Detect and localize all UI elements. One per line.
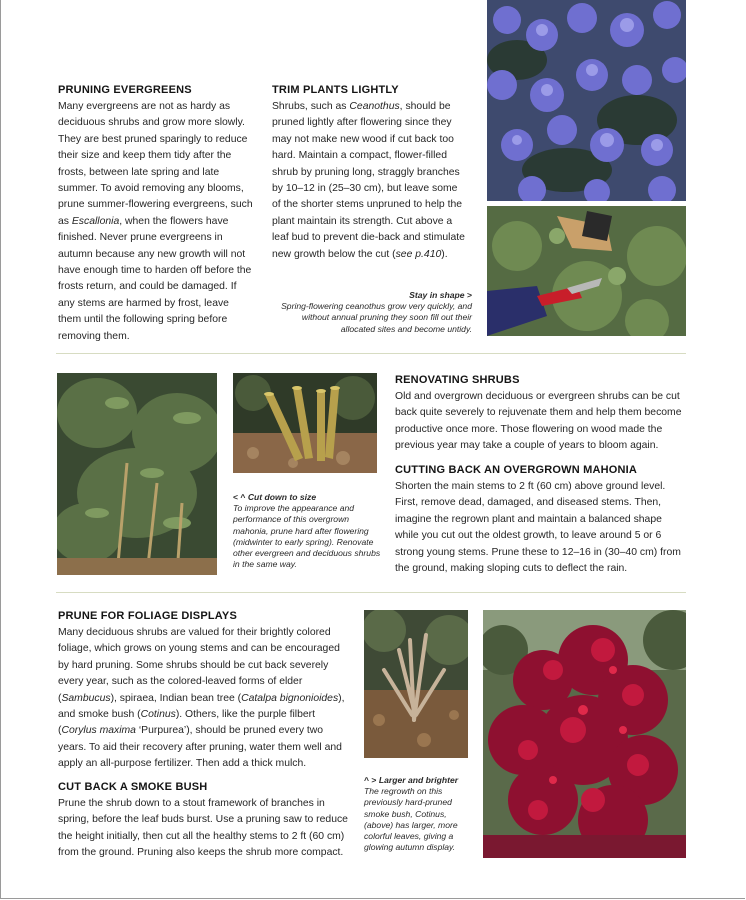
cut-down-head: Cut down to size xyxy=(247,492,317,502)
divider-rule xyxy=(56,353,686,354)
overgrown-mahonia-photo xyxy=(57,373,217,575)
pruning-evergreens-body xyxy=(58,99,254,345)
red-smoke-bush-photo xyxy=(483,610,686,858)
mahonia-stumps-photo xyxy=(233,373,377,473)
larger-brighter-head: Larger and brighter xyxy=(378,775,459,785)
text-run: Shrubs, such as xyxy=(272,101,350,112)
text-run: ). Others, like the purple filbert ( xyxy=(58,709,316,737)
text-run: ), and smoke bush ( xyxy=(58,692,345,721)
mahonia-section xyxy=(395,464,685,577)
caption-arrow: < ^ xyxy=(233,492,246,502)
foliage-section xyxy=(58,610,350,773)
stay-in-shape-head: Stay in shape xyxy=(409,290,465,300)
renovating-title: RENOVATING SHRUBS xyxy=(395,374,520,386)
pruning-evergreens-title: PRUNING EVERGREENS xyxy=(58,84,192,96)
text-run: , should be pruned lightly after flowering since they may not make new wood if cut back too hard. Maintain a compact, flower-filled shrub by pruning long, straggly branches by 10–12 in (25–30 cm), but leave some of the shorter stems unpruned to help the plant maintain its strength. Cut above a leaf bud to prevent die-back and stimulate new growth below the cut ( xyxy=(272,101,465,260)
text-run: ‘Purpurea’), should be pruned every two years. To aid their recovery after pruning, water them well and apply an all-purpose fertilizer. Then add a thick mulch. xyxy=(58,725,342,770)
text-run: Many evergreens are not as hardy as deciduous shrubs and grow more slowly. They are best pruned sparingly to reduce their size and keep them tidy after the frosts, between late spring and late summer. To avoid removing any blooms, prune summer-flowering evergreens, such as xyxy=(58,101,253,227)
smoke-bush-title: CUT BACK A SMOKE BUSH xyxy=(58,781,208,793)
stay-in-shape-text: Spring-flowering ceanothus grow very quickly, and without annual pruning they soon fill out their allocated sites and become untidy. xyxy=(281,301,472,334)
pruned-smoke-bush-photo xyxy=(364,610,468,758)
stay-in-shape-caption xyxy=(272,290,472,335)
italic-run: Catalpa bignonioides xyxy=(241,692,339,704)
smoke-bush-body: Prune the shrub down to a stout framework of branches in spring, before the leaf buds burst. Use a pruning saw to reduce the height initially, then cut all the healthy stems to 2 ft (60 cm) from the ground. Pruning also keeps the shrub more compact. xyxy=(58,798,348,859)
mahonia-title: CUTTING BACK AN OVERGROWN MAHONIA xyxy=(395,464,638,476)
italic-run: see p.410 xyxy=(395,248,442,260)
italic-run: Corylus maxima xyxy=(61,725,136,737)
italic-run: Sambucus xyxy=(61,692,111,704)
renovating-body: Old and overgrown deciduous or evergreen shrubs can be cut back quite severely to rejuvenate them and help them become productive once more. Those flowering on wood made the previous year may take a couple of years to bloom again. xyxy=(395,391,682,452)
foliage-body xyxy=(58,625,350,773)
divider-rule xyxy=(56,592,686,593)
text-run: ). xyxy=(441,248,448,260)
caption-arrow: > xyxy=(466,290,472,300)
trim-plants-body xyxy=(272,99,468,263)
foliage-title: PRUNE FOR FOLIAGE DISPLAYS xyxy=(58,610,237,622)
italic-run: Ceanothus xyxy=(349,101,400,112)
pruning-evergreens-section xyxy=(58,84,254,345)
cut-down-text: To improve the appearance and performance of this overgrown mahonia, prune hard after flowering (midwinter to early spring). Renovate other evergreen and deciduous shrubs in the same way. xyxy=(233,503,381,570)
trim-plants-title: TRIM PLANTS LIGHTLY xyxy=(272,84,399,96)
pruning-shears-photo xyxy=(487,206,686,336)
text-run: ), spiraea, Indian bean tree ( xyxy=(110,692,242,704)
text-run: Many deciduous shrubs are valued for their brightly colored foliage, which grows on young stems and can be encouraged by hard pruning. Some shrubs should be cut back severely every year, such as the colored-leaved forms of elder ( xyxy=(58,627,340,704)
cut-down-caption xyxy=(233,492,383,570)
text-run: , when the flowers have finished. Never prune evergreens in autumn because any new growth will not have enough time to harden off before the frosts return, and could be damaged. If any stems are harmed by frost, leave them until the following spring before removing them. xyxy=(58,215,252,342)
trim-plants-section xyxy=(272,84,468,263)
italic-run: Cotinus xyxy=(140,709,176,721)
italic-run: Escallonia xyxy=(71,215,120,227)
larger-brighter-text: The regrowth on this previously hard-pruned smoke bush, Cotinus, (above) has larger, more colorful leaves, giving a glowing autumn display. xyxy=(364,786,458,853)
caption-arrow: ^ > xyxy=(364,775,377,785)
renovating-section xyxy=(395,374,685,455)
mahonia-body: Shorten the main stems to 2 ft (60 cm) above ground level. First, remove dead, damaged, and diseased stems. Then, imagine the regrown plant and maintain a balanced shape while you cut out the oldest growth, to leave around 5 or 6 strong young stems. Prune these to 12–16 in (30–40 cm) from the ground, making sloping cuts to deflect the rain. xyxy=(395,481,681,575)
larger-brighter-caption xyxy=(364,775,474,853)
ceanothus-flowers-photo xyxy=(487,0,686,201)
smoke-bush-section xyxy=(58,781,350,862)
